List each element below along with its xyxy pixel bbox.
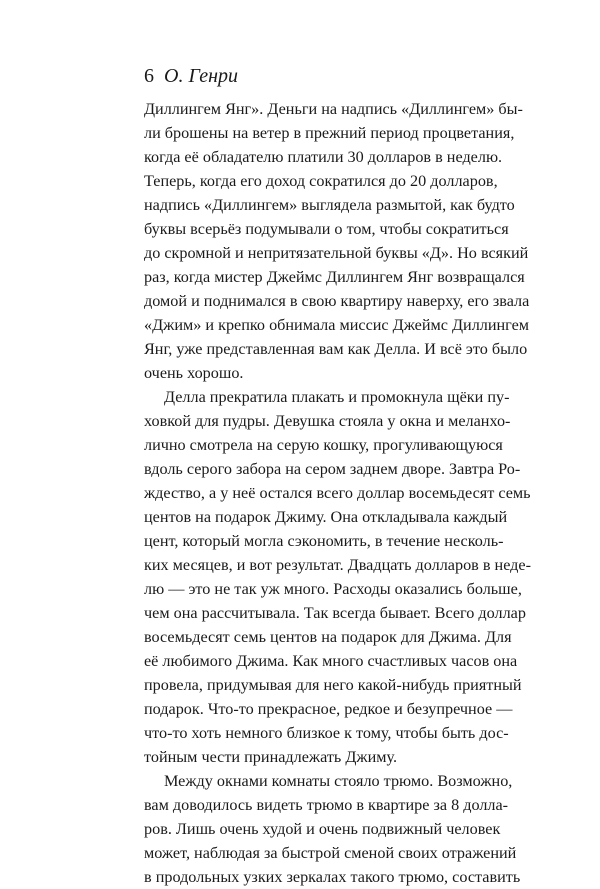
text-line: ров. Лишь очень худой и очень подвижный человек bbox=[144, 820, 501, 838]
page-number: 6 bbox=[144, 65, 154, 87]
text-line: до скромной и непритязательной буквы «Д». Но всякий bbox=[144, 244, 529, 262]
text-line: раз, когда мистер Джеймс Диллингем Янг возвращался bbox=[144, 268, 525, 286]
text-line: «Джим» и крепко обнимала миссис Джеймс Диллингем bbox=[144, 316, 530, 334]
text-line: Между окнами комнаты стояло трюмо. Возможно, bbox=[164, 772, 513, 790]
text-line: домой и поднимался в свою квартиру наверху, его звала bbox=[144, 292, 530, 310]
text-line: ховкой для пудры. Девушка стояла у окна и меланхо- bbox=[144, 412, 511, 430]
text-line: Делла прекратила плакать и промокнула щёки пу- bbox=[164, 388, 510, 406]
text-line: подарок. Что-то прекрасное, редкое и безупречное — bbox=[144, 700, 513, 718]
text-line: ли брошены на ветер в прежний период процветания, bbox=[144, 124, 515, 142]
text-line: Янг, уже представленная вам как Делла. И всё это было bbox=[144, 340, 528, 358]
text-line: вам доводилось видеть трюмо в квартире за 8 долла- bbox=[144, 796, 509, 814]
text-line: в продольных узких зеркалах такого трюмо, составить bbox=[144, 868, 521, 886]
text-line: вдоль серого забора на сером заднем дворе. Завтра Ро- bbox=[144, 460, 521, 478]
text-line: ждество, а у неё остался всего доллар восемьдесят семь bbox=[144, 484, 531, 502]
text-line: цент, который могла сэкономить, в течение несколь- bbox=[144, 532, 504, 550]
text-line: лю — это не так уж много. Расходы оказались больше, bbox=[144, 580, 522, 598]
text-line: лично смотрела на серую кошку, прогуливающуюся bbox=[144, 436, 503, 454]
text-line: может, наблюдая за быстрой сменой своих отражений bbox=[144, 844, 517, 862]
running-head bbox=[144, 64, 238, 88]
text-line: провела, придумывая для него какой-нибудь приятный bbox=[144, 676, 522, 694]
text-line: восемьдесят семь центов на подарок для Джима. Для bbox=[144, 628, 512, 646]
running-head-author: О. Генри bbox=[164, 65, 239, 87]
text-line: чем она рассчитывала. Так всегда бывает. Всего доллар bbox=[144, 604, 526, 622]
text-line: надпись «Диллингем» выглядела размытой, как будто bbox=[144, 196, 515, 214]
text-line: тойным чести принадлежать Джиму. bbox=[144, 748, 398, 766]
body-text bbox=[144, 97, 531, 889]
text-line: когда её обладателю платили 30 долларов в неделю. bbox=[144, 148, 503, 166]
text-line: что-то хоть немного близкое к тому, чтобы быть дос- bbox=[144, 724, 509, 742]
text-line: ких месяцев, и вот результат. Двадцать долларов в неде- bbox=[144, 556, 531, 574]
text-line: буквы всерьёз подумывали о том, чтобы сократиться bbox=[144, 220, 509, 238]
text-line: Диллингем Янг». Деньги на надпись «Диллингем» бы- bbox=[144, 100, 523, 118]
text-line: Теперь, когда его доход сократился до 20 долларов, bbox=[144, 172, 498, 190]
text-line: её любимого Джима. Как много счастливых часов она bbox=[144, 652, 518, 670]
text-line: центов на подарок Джиму. Она откладывала каждый bbox=[144, 508, 508, 526]
text-line: очень хорошо. bbox=[144, 364, 244, 382]
